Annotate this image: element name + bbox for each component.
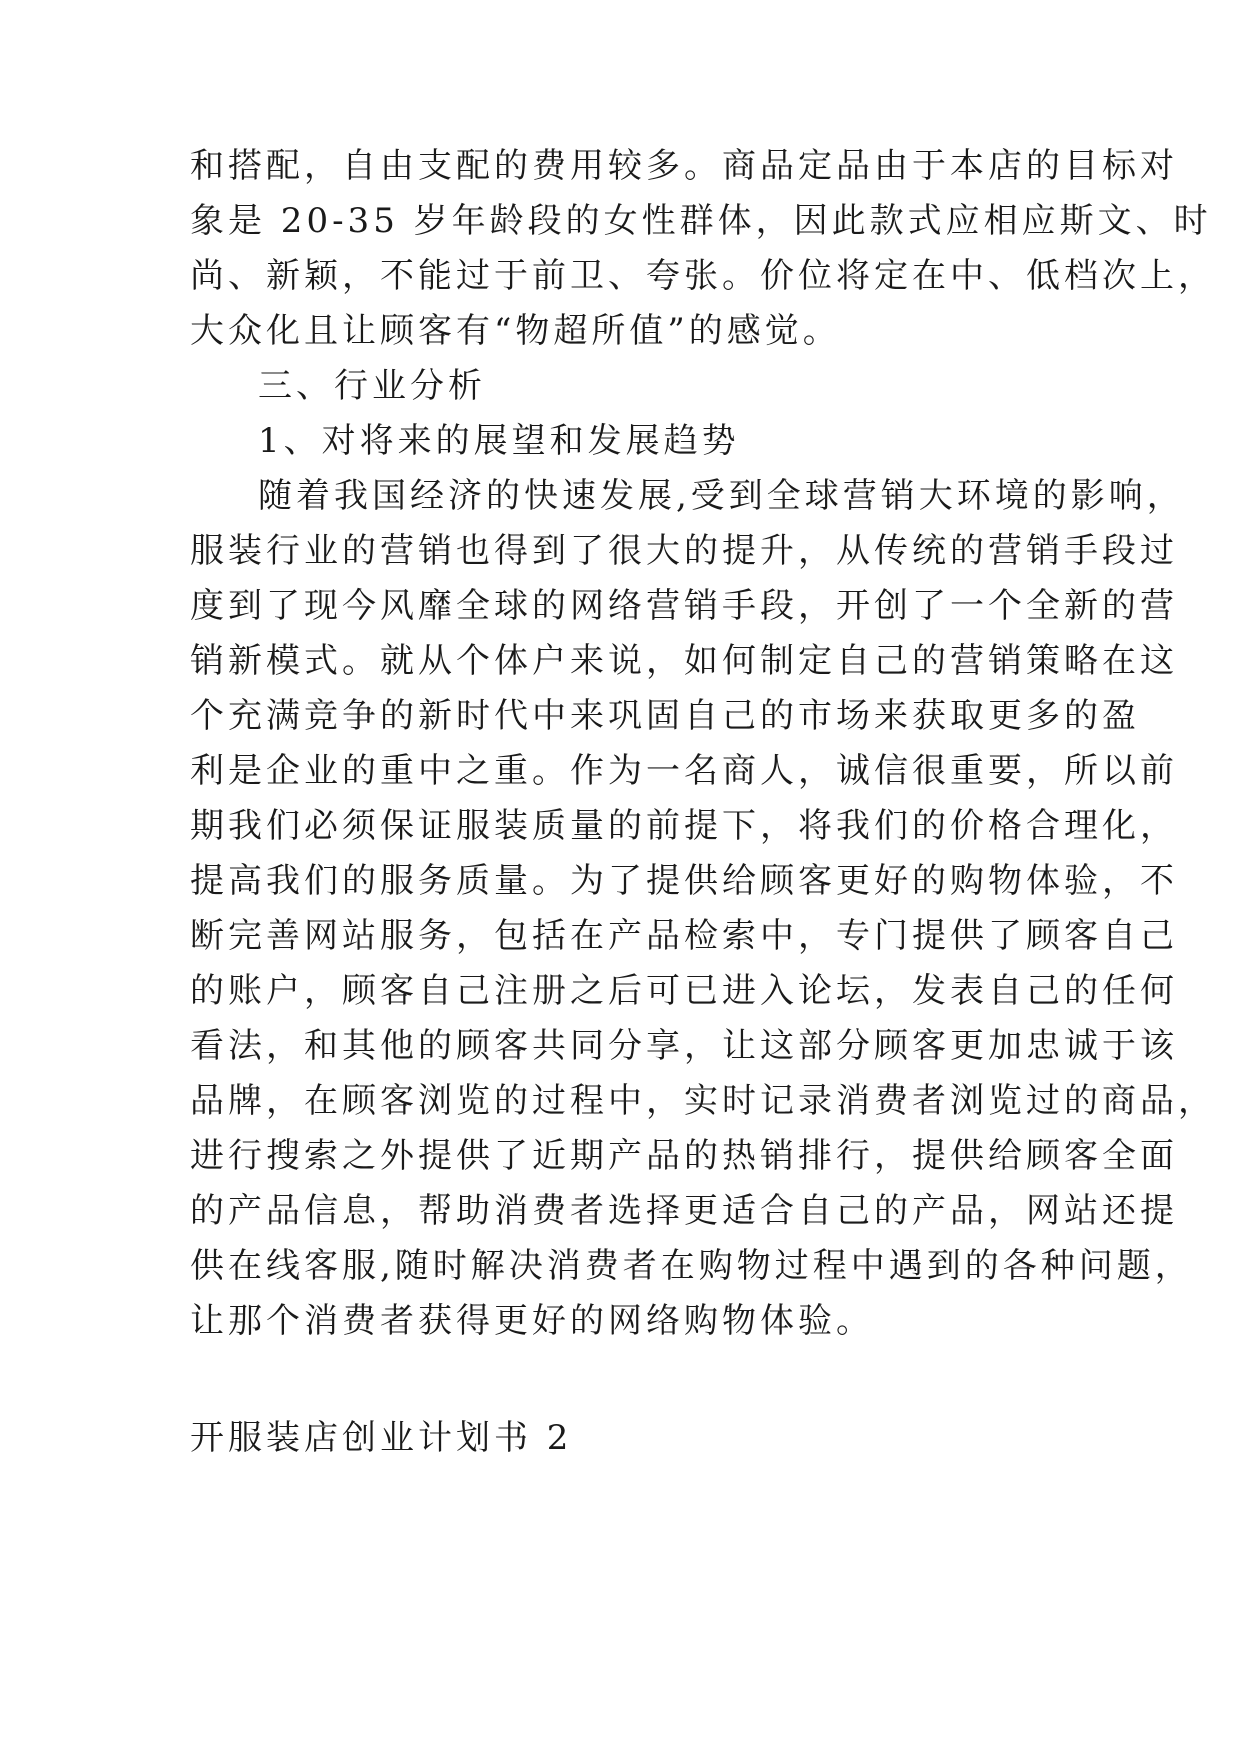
- document-title: 开服装店创业计划书 2: [190, 1418, 573, 1458]
- paragraph-line: 大众化且让顾客有“物超所值”的感觉。: [190, 311, 841, 351]
- paragraph-line: 断完善网站服务，包括在产品检索中，专门提供了顾客自己: [190, 916, 1178, 956]
- paragraph-line: 提高我们的服务质量。为了提供给顾客更好的购物体验，不: [190, 861, 1178, 901]
- paragraph-line: 让那个消费者获得更好的网络购物体验。: [190, 1301, 874, 1341]
- paragraph-line: 期我们必须保证服装质量的前提下，将我们的价格合理化，: [190, 806, 1178, 846]
- paragraph-line: 和搭配，自由支配的费用较多。商品定品由于本店的目标对: [190, 146, 1178, 186]
- paragraph-line: 品牌，在顾客浏览的过程中，实时记录消费者浏览过的商品，: [190, 1081, 1216, 1121]
- paragraph-line: 尚、新颖，不能过于前卫、夸张。价位将定在中、低档次上，: [190, 256, 1216, 296]
- paragraph-line: 的产品信息，帮助消费者选择更适合自己的产品，网站还提: [190, 1191, 1178, 1231]
- subsection-heading: 1、对将来的展望和发展趋势: [258, 421, 740, 461]
- paragraph-line: 象是 20-35 岁年龄段的女性群体，因此款式应相应斯文、时: [190, 201, 1212, 241]
- paragraph-line: 个充满竞争的新时代中来巩固自己的市场来获取更多的盈: [190, 696, 1140, 736]
- paragraph-line: 供在线客服,随时解决消费者在购物过程中遇到的各种问题，: [190, 1246, 1193, 1286]
- paragraph-line: 看法，和其他的顾客共同分享，让这部分顾客更加忠诚于该: [190, 1026, 1178, 1066]
- paragraph-line: 销新模式。就从个体户来说，如何制定自己的营销策略在这: [190, 641, 1178, 681]
- section-heading: 三、行业分析: [258, 366, 486, 406]
- paragraph-line: 利是企业的重中之重。作为一名商人，诚信很重要，所以前: [190, 751, 1178, 791]
- paragraph-line: 服装行业的营销也得到了很大的提升，从传统的营销手段过: [190, 531, 1178, 571]
- paragraph-line: 度到了现今风靡全球的网络营销手段，开创了一个全新的营: [190, 586, 1178, 626]
- paragraph-line: 进行搜索之外提供了近期产品的热销排行，提供给顾客全面: [190, 1136, 1178, 1176]
- paragraph-line: 随着我国经济的快速发展,受到全球营销大环境的影响，: [258, 476, 1185, 516]
- paragraph-line: 的账户，顾客自己注册之后可已进入论坛，发表自己的任何: [190, 971, 1178, 1011]
